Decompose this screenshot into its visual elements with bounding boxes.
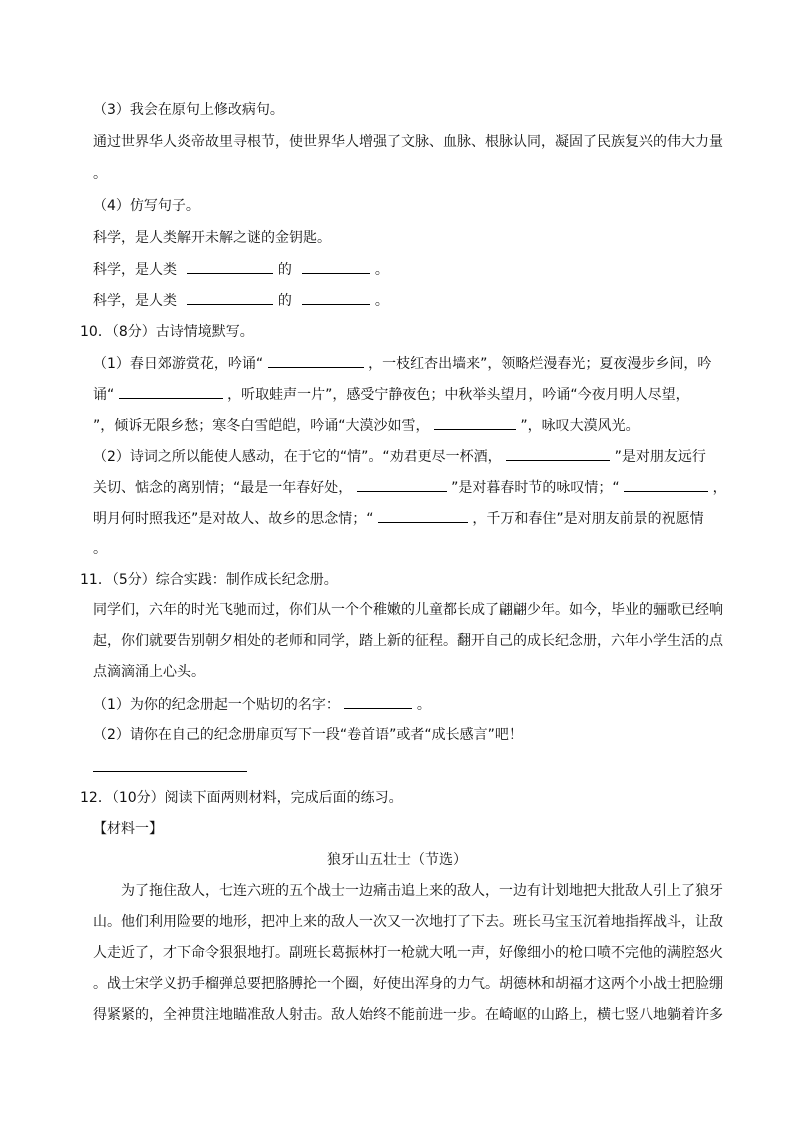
q10-part1-line3 xyxy=(93,415,640,436)
q10-p1-blank2[interactable] xyxy=(119,384,223,399)
q10-p1-l3-text-a: ”，倾诉无限乡愁；寒冬白雪皑皑，吟诵“大漠沙如雪， xyxy=(93,418,430,434)
q9-part4-title: （4）仿写句子。 xyxy=(93,198,200,214)
q9-part3-title: （3）我会在原句上修改病句。 xyxy=(93,102,284,118)
q10-title: 10．（8分）古诗情境默写。 xyxy=(80,324,254,340)
q9-part4-line1 xyxy=(93,259,389,280)
q10-p1-l1-text-a: （1）春日郊游赏花，吟诵“ xyxy=(93,356,264,372)
q12-body-line5: 得紧紧的，全神贯注地瞄准敌人射击。敌人始终不能前进一步。在崎岖的山路上，横七竖八地躺着许多 xyxy=(93,1007,723,1023)
q10-p2-l2-text-c: ， xyxy=(712,480,727,496)
q9-part3-sentence-end: 。 xyxy=(93,166,107,182)
q12-material-label: 【材料一】 xyxy=(93,821,163,837)
q10-p1-blank1[interactable] xyxy=(268,353,364,368)
q9-part4-line1-prefix: 科学，是人类 xyxy=(93,262,177,278)
q9-part3-sentence: 通过世界华人炎帝故里寻根节，使世界华人增强了文脉、血脉、根脉认同，凝固了民族复兴的伟大力量 xyxy=(93,134,723,150)
q11-intro-line2: 起，你们就要告别朝夕相处的老师和同学，踏上新的征程。翻开自己的成长纪念册，六年小学生活的点 xyxy=(93,633,723,649)
q10-p1-l2-text-b: ，听取蛙声一片”，感受宁静夜色；中秋举头望月，吟诵“今夜月明人尽望， xyxy=(227,387,690,403)
q12-body-line3: 人走近了，才下命令狠狠地打。副班长葛振林打一枪就大吼一声，好像细小的枪口喷不完他的满腔怒火 xyxy=(93,945,723,961)
q10-part1-line2 xyxy=(93,384,690,405)
q12-body-line2: 山。他们利用险要的地形，把冲上来的敌人一次又一次地打了下去。班长马宝玉沉着地指挥战斗，让敌 xyxy=(93,914,723,930)
q10-p2-l1-text-b: ”是对朋友远行 xyxy=(614,449,706,465)
q10-p1-blank3[interactable] xyxy=(434,415,516,430)
q11-answer-line[interactable] xyxy=(93,771,247,772)
q10-p2-l3-text-a: 明月何时照我还”是对故人、故乡的思念情；“ xyxy=(93,511,374,527)
q10-part2-end: 。 xyxy=(93,541,107,557)
q11-intro-line1: 同学们，六年的时光飞驰而过，你们从一个个稚嫩的儿童都长成了翩翩少年。如今，毕业的骊歌已经响 xyxy=(93,602,723,618)
q11-title: 11．（5分）综合实践：制作成长纪念册。 xyxy=(80,572,338,588)
q9-part4-line1-end: 。 xyxy=(374,262,389,278)
q12-body-line4: 。战士宋学义扔手榴弹总要把胳膊抡一个圈，好使出浑身的力气。胡德林和胡福才这两个小战士把脸绷 xyxy=(93,976,723,992)
q9-part4-line2 xyxy=(93,290,389,311)
q11-p1-end: 。 xyxy=(416,697,431,713)
q9-part4-line2-prefix: 科学，是人类 xyxy=(93,293,177,309)
q10-p2-l3-text-b: ，千万和春住”是对朋友前景的祝愿情 xyxy=(472,511,704,527)
q10-p1-l3-text-b: ”，咏叹大漠风光。 xyxy=(520,418,640,434)
q9-part4-line2-end: 。 xyxy=(374,293,389,309)
q10-part2-line2 xyxy=(93,477,727,498)
q10-part1-line1 xyxy=(93,353,711,374)
q9-part4-line2-blank2[interactable] xyxy=(302,290,370,305)
q9-part4-line1-blank2[interactable] xyxy=(302,259,370,274)
q10-p2-blank3[interactable] xyxy=(624,477,708,492)
q11-intro-line3: 点滴滴涌上心头。 xyxy=(93,664,205,680)
q12-body-line1: 为了拖住敌人，七连六班的五个战士一边痛击追上来的敌人，一边有计划地把大批敌人引上了狼牙 xyxy=(121,883,723,899)
q10-part2-line3 xyxy=(93,508,704,529)
q10-p1-l1-text-b: ，一枝红杏出墙来”，领略烂漫春光；夏夜漫步乡间，吟 xyxy=(368,356,712,372)
q10-p2-l1-text-a: （2）诗词之所以能使人感动，在于它的“情”。“劝君更尽一杯酒， xyxy=(93,449,502,465)
q9-part4-line1-mid: 的 xyxy=(277,262,292,278)
q10-part2-line1 xyxy=(93,446,706,467)
q11-p1-blank[interactable] xyxy=(344,694,412,709)
q11-p1-text: （1）为你的纪念册起一个贴切的名字： xyxy=(93,697,340,713)
q11-part2: （2）请你在自己的纪念册扉页写下一段“卷首语”或者“成长感言”吧！ xyxy=(93,727,523,743)
q9-part4-example: 科学，是人类解开未解之谜的金钥匙。 xyxy=(93,230,331,246)
q10-p1-l2-text-a: 诵“ xyxy=(93,387,115,403)
q10-p2-l2-text-b: ”是对暮春时节的咏叹情；“ xyxy=(451,480,620,496)
q10-p2-blank1[interactable] xyxy=(506,446,610,461)
q9-part4-line1-blank1[interactable] xyxy=(187,259,273,274)
q12-title: 12．（10分）阅读下面两则材料，完成后面的练习。 xyxy=(80,790,403,806)
q12-article-title: 狼牙山五壮士（节选） xyxy=(327,852,467,868)
q9-part4-line2-mid: 的 xyxy=(277,293,292,309)
q10-p2-l2-text-a: 关切、惦念的离别情；“最是一年春好处， xyxy=(93,480,353,496)
q10-p2-blank4[interactable] xyxy=(378,508,468,523)
q10-p2-blank2[interactable] xyxy=(357,477,447,492)
q9-part4-line2-blank1[interactable] xyxy=(187,290,273,305)
q11-part1 xyxy=(93,694,431,715)
